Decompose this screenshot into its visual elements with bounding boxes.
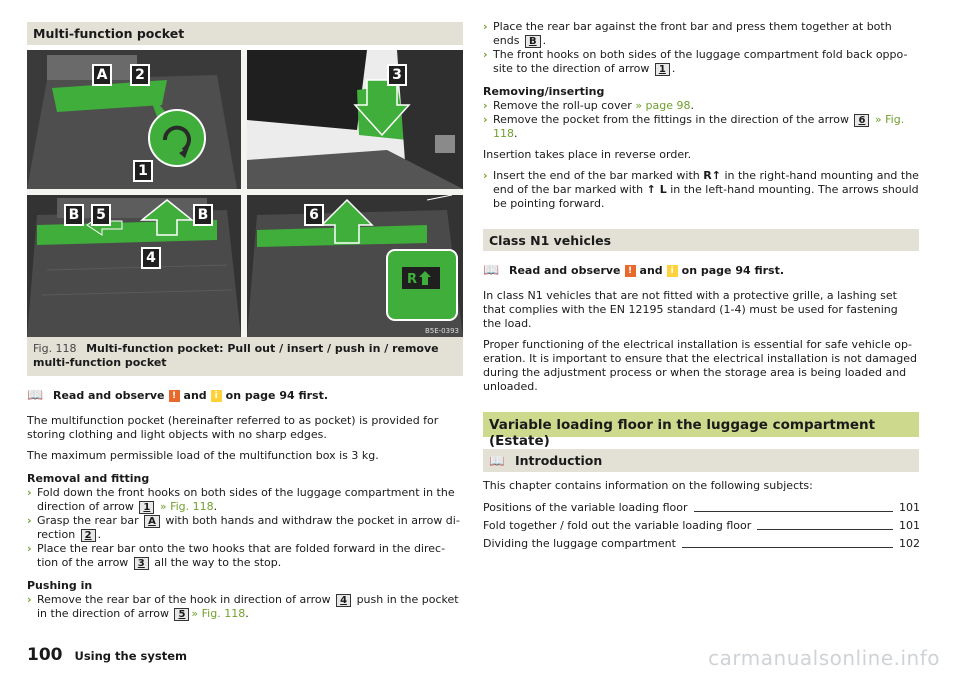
introduction-title: Introduction bbox=[515, 453, 603, 468]
figure-label-3: 3 bbox=[387, 64, 407, 86]
page-link[interactable]: » page 98 bbox=[635, 99, 691, 112]
note-icon: i bbox=[667, 265, 678, 277]
section-title-class-n1: Class N1 vehicles bbox=[483, 229, 919, 251]
chevron-right-icon: › bbox=[483, 113, 488, 126]
section-title-variable-floor: Variable loading floor in the luggage compartment (Estate) bbox=[483, 412, 919, 437]
paragraph-max-load: The maximum permissible load of the multifunction box is 3 kg. bbox=[27, 449, 379, 462]
ref-box: B bbox=[525, 35, 541, 48]
toc-row[interactable] bbox=[483, 519, 919, 533]
warning-icon: ! bbox=[625, 265, 636, 277]
observe-post-text: on page 94 first. bbox=[225, 389, 329, 402]
page-footer bbox=[27, 645, 187, 665]
figure-panel-remove bbox=[247, 195, 463, 337]
list-item: › Remove the roll-up cover » page 98. bbox=[483, 99, 695, 112]
heading-removal-fitting: Removal and fitting bbox=[27, 472, 150, 485]
list-item: › Remove the rear bar of the hook in direction of arrow 4 push in the pocket in the direction of arrow 5 » Fig. 118. bbox=[27, 593, 459, 620]
figure-label-4: 4 bbox=[141, 247, 161, 269]
toc-label: Positions of the variable loading floor bbox=[483, 501, 688, 514]
observe-notice-left bbox=[27, 388, 463, 403]
ref-box: 4 bbox=[336, 594, 351, 607]
figure-label-2: 2 bbox=[130, 64, 150, 86]
observe-notice-right bbox=[483, 263, 919, 278]
toc-page: 101 bbox=[899, 501, 920, 514]
chevron-right-icon: › bbox=[483, 169, 488, 182]
chevron-right-icon: › bbox=[483, 20, 488, 33]
heading-removing-inserting: Removing/inserting bbox=[483, 85, 605, 98]
warning-icon: ! bbox=[169, 390, 180, 402]
page-number: 100 bbox=[27, 645, 63, 665]
paragraph-intro: The multifunction pocket (hereinafter referred to as pocket) is provided for storing clothing and light objects with no sharp edges. bbox=[27, 414, 439, 441]
figure-title: Multi-function pocket: Pull out / insert / push in / remove multi-function pocket bbox=[33, 342, 439, 369]
ref-box: 1 bbox=[655, 63, 670, 76]
heading-pushing-in: Pushing in bbox=[27, 579, 93, 592]
list-item: › Remove the pocket from the fittings in the direction of the arrow 6 » Fig. 118. bbox=[483, 113, 905, 140]
book-icon: 📖 bbox=[483, 263, 500, 278]
figure-118 bbox=[27, 50, 463, 337]
svg-text:R: R bbox=[407, 272, 418, 287]
chevron-right-icon: › bbox=[27, 542, 32, 555]
chevron-right-icon: › bbox=[27, 593, 32, 606]
observe-and-text: and bbox=[183, 389, 207, 402]
toc-label: Fold together / fold out the variable loading floor bbox=[483, 519, 752, 532]
observe-pre-text: Read and observe bbox=[53, 389, 165, 402]
ref-box: 1 bbox=[139, 501, 154, 514]
fig-link[interactable]: » Fig. 118 bbox=[493, 113, 905, 140]
toc-row[interactable] bbox=[483, 537, 919, 551]
toc-row[interactable] bbox=[483, 501, 919, 515]
fig-link[interactable]: » Fig. 118 bbox=[191, 607, 246, 620]
observe-and-text: and bbox=[639, 264, 663, 277]
paragraph-electrical: Proper functioning of the electrical installation is essential for safe vehicle op-eration. It is important to ensure that the electrical installation is not damaged during the adjustment process or when the storage area is being loaded and unloaded. bbox=[483, 338, 917, 393]
figure-label-1: 1 bbox=[133, 160, 153, 182]
book-icon: 📖 bbox=[489, 452, 505, 468]
chevron-right-icon: › bbox=[483, 99, 488, 112]
bar-marking-l: ↑ L bbox=[646, 183, 667, 196]
toc-leader bbox=[694, 511, 893, 512]
paragraph-lashing-set: In class N1 vehicles that are not fitted with a protective grille, a lashing set that complies with the EN 12195 standard (1-4) must be used for fastening the load. bbox=[483, 289, 898, 330]
intro-text: This chapter contains information on the following subjects: bbox=[483, 479, 813, 492]
toc-leader bbox=[757, 529, 893, 530]
note-icon: i bbox=[211, 390, 222, 402]
toc-page: 101 bbox=[899, 519, 920, 532]
subsection-introduction bbox=[483, 449, 919, 472]
list-item: › Place the rear bar against the front bar and press them together at both ends B . bbox=[483, 20, 892, 47]
ref-box: A bbox=[144, 515, 160, 528]
ref-box: 2 bbox=[81, 529, 96, 542]
observe-pre-text: Read and observe bbox=[509, 264, 621, 277]
figure-label-6: 6 bbox=[304, 204, 324, 226]
footer-section: Using the system bbox=[74, 649, 188, 663]
left-column bbox=[27, 22, 463, 621]
panel-insert-illustration bbox=[247, 50, 463, 189]
observe-post-text: on page 94 first. bbox=[681, 264, 785, 277]
toc-page: 102 bbox=[899, 537, 920, 550]
ref-box: 5 bbox=[174, 608, 189, 621]
ref-box: 6 bbox=[854, 114, 869, 127]
insertion-text: Insertion takes place in reverse order. bbox=[483, 148, 692, 161]
book-icon: 📖 bbox=[27, 388, 44, 403]
fig-link[interactable]: » Fig. 118 bbox=[159, 500, 214, 513]
toc-label: Dividing the luggage compartment bbox=[483, 537, 676, 550]
figure-code: B5E-0393 bbox=[424, 327, 459, 335]
figure-number: Fig. 118 bbox=[33, 342, 77, 355]
panel-remove-illustration bbox=[247, 195, 463, 337]
list-item: › Fold down the front hooks on both sides of the luggage compartment in the direction of arrow 1 » Fig. 118. bbox=[27, 486, 455, 513]
toc-leader bbox=[682, 547, 893, 548]
list-item: › The front hooks on both sides of the luggage compartment fold back oppo-site to the direction of arrow 1 . bbox=[483, 48, 908, 75]
figure-label-b-right: B bbox=[193, 204, 213, 226]
list-item: › Grasp the rear bar A with both hands and withdraw the pocket in arrow di-rection 2 . bbox=[27, 514, 460, 541]
section-title-multifunction-pocket: Multi-function pocket bbox=[27, 22, 463, 45]
figure-label-5: 5 bbox=[91, 204, 111, 226]
figure-label-a: A bbox=[92, 64, 112, 86]
list-item: › Place the rear bar onto the two hooks that are folded forward in the direc-tion of the arrow 3 all the way to the stop. bbox=[27, 542, 446, 569]
bar-marking-r: R↑ bbox=[703, 169, 721, 182]
chevron-right-icon: › bbox=[27, 514, 32, 527]
ref-box: 3 bbox=[134, 557, 149, 570]
figure-label-b-left: B bbox=[64, 204, 84, 226]
watermark: carmanualsonline.info bbox=[708, 646, 940, 670]
figure-caption bbox=[27, 337, 463, 376]
list-item: › Insert the end of the bar marked with R↑ in the right-hand mounting and the end of the bar marked with ↑ L in the left-hand mounting. The arrows should be pointing forward. bbox=[483, 169, 919, 210]
figure-panel-insert bbox=[247, 50, 463, 189]
chevron-right-icon: › bbox=[483, 48, 488, 61]
right-column bbox=[483, 20, 919, 551]
chevron-right-icon: › bbox=[27, 486, 32, 499]
